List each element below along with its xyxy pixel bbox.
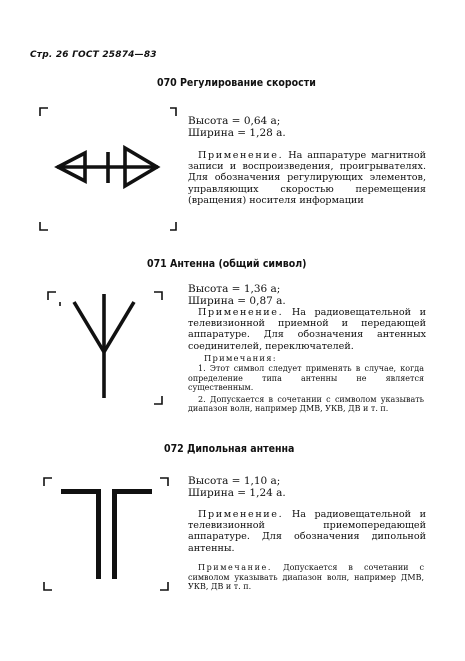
entry-070-width: Ширина = 1,28 a.: [188, 127, 286, 139]
page-header: Стр. 26 ГОСТ 25874—83: [30, 50, 157, 60]
entry-071-notes-label: Примечания:: [204, 353, 277, 363]
entry-070-application-text: На аппаратуре магнитной записи и воспроизведения, проигрывателях. Для обозначения регулирующих элементов, управляющих скоростью перемещения (вращения) носителя информации: [188, 150, 426, 206]
entry-070-height: Высота = 0,64 a;: [188, 115, 281, 127]
entry-071-title: 071 Антенна (общий символ): [147, 258, 307, 270]
entry-072-note-label: Примечание.: [198, 563, 272, 572]
entry-072-title: 072 Дипольная антенна: [164, 443, 295, 455]
entry-071-note-1: 1. Этот символ следует применять в случае, когда определение типа антенны не является существенным.: [188, 364, 424, 393]
entry-071-application-label: Применение.: [198, 307, 284, 318]
entry-071-height: Высота = 1,36 a;: [188, 283, 281, 295]
entry-072-application-label: Применение.: [198, 509, 284, 520]
entry-072-application-text: На радиовещательной и телевизионной приемопередающей аппаратуре. Для обозначения дипольной антенны.: [188, 509, 426, 554]
entry-071-note-2: 2. Допускается в сочетании с символом указывать диапазон волн, например ДМВ, УКВ, ДВ и т. п.: [188, 394, 424, 414]
entry-070-title: 070 Регулирование скорости: [157, 77, 316, 89]
entry-071-width: Ширина = 0,87 a.: [188, 295, 286, 307]
entry-072-height: Высота = 1,10 a;: [188, 475, 281, 487]
entry-072-width: Ширина = 1,24 a.: [188, 487, 286, 499]
entry-072-note-text: Допускается в сочетании с символом указывать диапазон волн, например ДМВ, УКВ, ДВ и т. п.: [188, 563, 425, 592]
entry-071-application-text: На радиовещательной и телевизионной приемной и передающей аппаратуре. Для обозначения антенных соединителей, переключателей.: [188, 307, 426, 352]
entry-070-application-label: Применение.: [198, 150, 284, 161]
